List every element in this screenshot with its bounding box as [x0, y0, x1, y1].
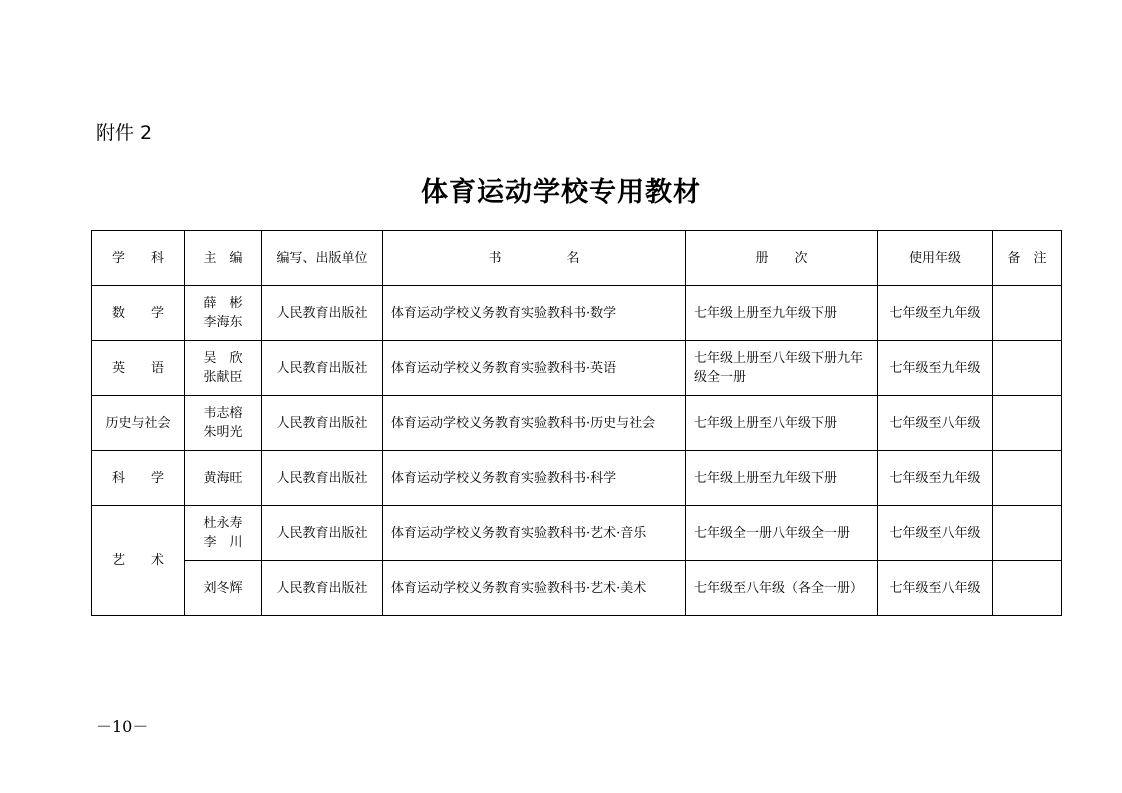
cell-book: 体育运动学校义务教育实验教科书·英语 [383, 341, 686, 396]
cell-note [993, 561, 1062, 616]
cell-subject: 艺 术 [92, 506, 185, 616]
cell-editor [185, 506, 262, 561]
cell-book: 体育运动学校义务教育实验教科书·艺术·美术 [383, 561, 686, 616]
cell-grades: 七年级至八年级 [878, 506, 993, 561]
cell-volumes: 七年级上册至九年级下册 [686, 451, 878, 506]
cell-grades: 七年级至八年级 [878, 561, 993, 616]
cell-note [993, 506, 1062, 561]
cell-grades: 七年级至九年级 [878, 286, 993, 341]
cell-volumes: 七年级至八年级（各全一册） [686, 561, 878, 616]
editor-name: 李海东 [203, 315, 243, 330]
cell-publisher: 人民教育出版社 [262, 341, 383, 396]
cell-grades: 七年级至九年级 [878, 451, 993, 506]
cell-editor [185, 341, 262, 396]
cell-publisher: 人民教育出版社 [262, 396, 383, 451]
page-title: 体育运动学校专用教材 [421, 177, 701, 208]
column-header-editor: 主 编 [185, 231, 262, 286]
cell-editor [185, 396, 262, 451]
editor-name: 黄海旺 [203, 470, 243, 486]
editor-name: 杜永寿 [203, 516, 243, 531]
column-header-volumes: 册 次 [686, 231, 878, 286]
cell-grades: 七年级至九年级 [878, 341, 993, 396]
cell-publisher: 人民教育出版社 [262, 506, 383, 561]
table-row [92, 506, 1062, 561]
cell-editor [185, 451, 262, 506]
table-header-row [92, 231, 1062, 286]
column-header-grades: 使用年级 [878, 231, 993, 286]
editor-name: 韦志榕 [203, 406, 243, 421]
cell-editor [185, 286, 262, 341]
cell-note [993, 396, 1062, 451]
cell-book: 体育运动学校义务教育实验教科书·数学 [383, 286, 686, 341]
cell-subject: 历史与社会 [92, 396, 185, 451]
editor-name: 朱明光 [203, 425, 243, 440]
cell-subject: 数 学 [92, 286, 185, 341]
cell-subject: 英 语 [92, 341, 185, 396]
cell-grades: 七年级至八年级 [878, 396, 993, 451]
cell-note [993, 451, 1062, 506]
cell-volumes: 七年级上册至八年级下册九年级全一册 [686, 341, 878, 396]
column-header-subject: 学 科 [92, 231, 185, 286]
cell-volumes: 七年级上册至八年级下册 [686, 396, 878, 451]
column-header-book: 书 名 [383, 231, 686, 286]
cell-book: 体育运动学校义务教育实验教科书·艺术·音乐 [383, 506, 686, 561]
cell-book: 体育运动学校义务教育实验教科书·历史与社会 [383, 396, 686, 451]
cell-editor [185, 561, 262, 616]
cell-volumes: 七年级上册至九年级下册 [686, 286, 878, 341]
column-header-note: 备 注 [993, 231, 1062, 286]
cell-publisher: 人民教育出版社 [262, 451, 383, 506]
table-row [92, 341, 1062, 396]
table-row [92, 286, 1062, 341]
editor-name: 刘冬辉 [203, 580, 243, 596]
cell-note [993, 341, 1062, 396]
column-header-publisher: 编写、出版单位 [262, 231, 383, 286]
cell-volumes: 七年级全一册八年级全一册 [686, 506, 878, 561]
cell-book: 体育运动学校义务教育实验教科书·科学 [383, 451, 686, 506]
table-row [92, 561, 1062, 616]
editor-name: 薛 彬 [203, 296, 243, 311]
attachment-label: 附件 2 [96, 122, 153, 144]
textbook-table [91, 230, 1062, 616]
page-number: －10－ [96, 717, 149, 736]
cell-subject: 科 学 [92, 451, 185, 506]
editor-name: 吴 欣 [203, 351, 243, 366]
editor-name: 张献臣 [203, 370, 243, 385]
table-row [92, 451, 1062, 506]
editor-name: 李 川 [203, 535, 243, 550]
cell-publisher: 人民教育出版社 [262, 561, 383, 616]
cell-note [993, 286, 1062, 341]
table-row [92, 396, 1062, 451]
cell-publisher: 人民教育出版社 [262, 286, 383, 341]
